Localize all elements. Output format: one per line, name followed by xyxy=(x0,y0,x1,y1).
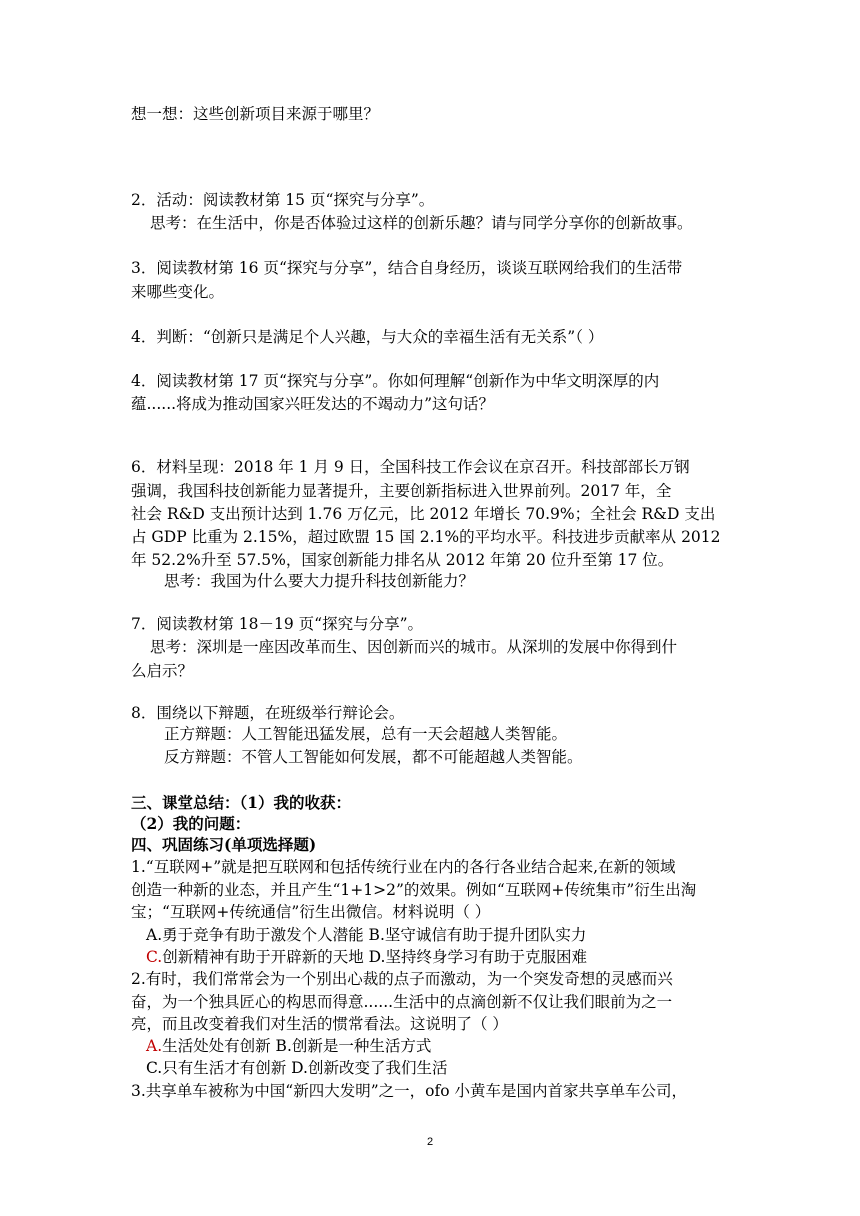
q2-options-ab-text: 生活处处有创新 B.创新是一种生活方式 xyxy=(162,1037,432,1055)
item-4-read-line-2: 蕴......将成为推动国家兴旺发达的不竭动力”这句话？ xyxy=(131,395,494,413)
debate-affirmative: 正方辩题：人工智能迅猛发展，总有一天会超越人类智能。 xyxy=(164,725,568,743)
activity-2-think: 思考：在生活中，你是否体验过这样的创新乐趣？请与同学分享你的创新故事。 xyxy=(150,214,693,232)
q2-answer-marker: A. xyxy=(146,1037,163,1055)
q2-line-1: 2.有时，我们常常会为一个别出心裁的点子而激动，为一个突发奇想的灵感而兴 xyxy=(131,970,673,988)
item-7: 7．阅读教材第 18－19 页“探究与分享”。 xyxy=(131,615,424,633)
q1-options-ab: A.勇于竞争有助于激发个人潜能 B.坚守诚信有助于提升团队实力 xyxy=(146,926,587,944)
q2-options-ab xyxy=(146,1035,746,1057)
item-8: 8．围绕以下辩题，在班级举行辩论会。 xyxy=(131,704,405,722)
activity-2: 2．活动：阅读教材第 15 页“探究与分享”。 xyxy=(131,191,435,209)
item-6-line-1: 6．材料呈现：2018 年 1 月 9 日，全国科技工作会议在京召开。科技部部长万钢 xyxy=(131,458,690,476)
item-6-think: 思考：我国为什么要大力提升科技创新能力？ xyxy=(164,572,475,590)
q1-answer-marker: C. xyxy=(146,948,163,966)
item-6-line-5: 年 52.2%升至 57.5%，国家创新能力排名从 2012 年第 20 位升至第 17 位。 xyxy=(131,551,674,569)
debate-negative: 反方辩题：不管人工智能如何发展，都不可能超越人类智能。 xyxy=(164,748,583,766)
section-summary: 三、课堂总结：（1）我的收获： xyxy=(131,793,352,812)
item-4-judge: 4．判断：“创新只是满足个人兴趣，与大众的幸福生活有无关系”（ ） xyxy=(131,328,604,346)
q1-options-cd-text: 创新精神有助于开辟新的天地 D.坚持终身学习有助于克服困难 xyxy=(162,948,587,966)
item-4-read-line-1: 4．阅读教材第 17 页“探究与分享”。你如何理解“创新作为中华文明深厚的内 xyxy=(131,372,660,390)
q1-line-3: 宝；“互联网+传统通信”衍生出微信。材料说明（ ） xyxy=(131,903,491,921)
q1-options-cd xyxy=(146,946,746,968)
think-prompt: 想一想：这些创新项目来源于哪里？ xyxy=(131,105,380,123)
item-6-line-2: 强调，我国科技创新能力显著提升，主要创新指标进入世界前列。2017 年，全 xyxy=(131,482,672,500)
page-number: 2 xyxy=(426,1136,434,1148)
q3-line-1: 3.共享单车被称为中国“新四大发明”之一，ofo 小黄车是国内首家共享单车公司， xyxy=(131,1082,687,1100)
item-3-line-1: 3．阅读教材第 16 页“探究与分享”，结合自身经历，谈谈互联网给我们的生活带 xyxy=(131,259,683,277)
item-6-line-3: 社会 R&D 支出预计达到 1.76 万亿元，比 2012 年增长 70.9%；全社会 R&D 支出 xyxy=(131,505,716,523)
q1-line-2: 创造一种新的业态，并且产生“1+1>2”的效果。例如“互联网+传统集市”衍生出淘 xyxy=(131,881,697,899)
q2-line-3: 亮，而且改变着我们对生活的惯常看法。这说明了（ ） xyxy=(131,1015,508,1033)
q1-line-1: 1.“互联网+”就是把互联网和包括传统行业在内的各行各业结合起来,在新的领域 xyxy=(131,858,676,876)
q2-options-cd: C.只有生活才有创新 D.创新改变了我们生活 xyxy=(146,1059,448,1077)
item-7-think-line-1: 思考：深圳是一座因改革而生、因创新而兴的城市。从深圳的发展中你得到什 xyxy=(150,638,678,656)
section-exercises: 四、巩固练习(单项选择题) xyxy=(131,835,317,854)
item-7-think-line-2: 么启示？ xyxy=(131,662,194,680)
q2-line-2: 奋，为一个独具匠心的构思而得意......生活中的点滴创新不仅让我们眼前为之一 xyxy=(131,993,673,1011)
summary-questions: （2）我的问题： xyxy=(131,814,251,833)
item-3-line-2: 来哪些变化。 xyxy=(131,283,225,301)
item-6-line-4: 占 GDP 比重为 2.15%，超过欧盟 15 国 2.1%的平均水平。科技进步贡献率从 2012 xyxy=(131,528,721,546)
